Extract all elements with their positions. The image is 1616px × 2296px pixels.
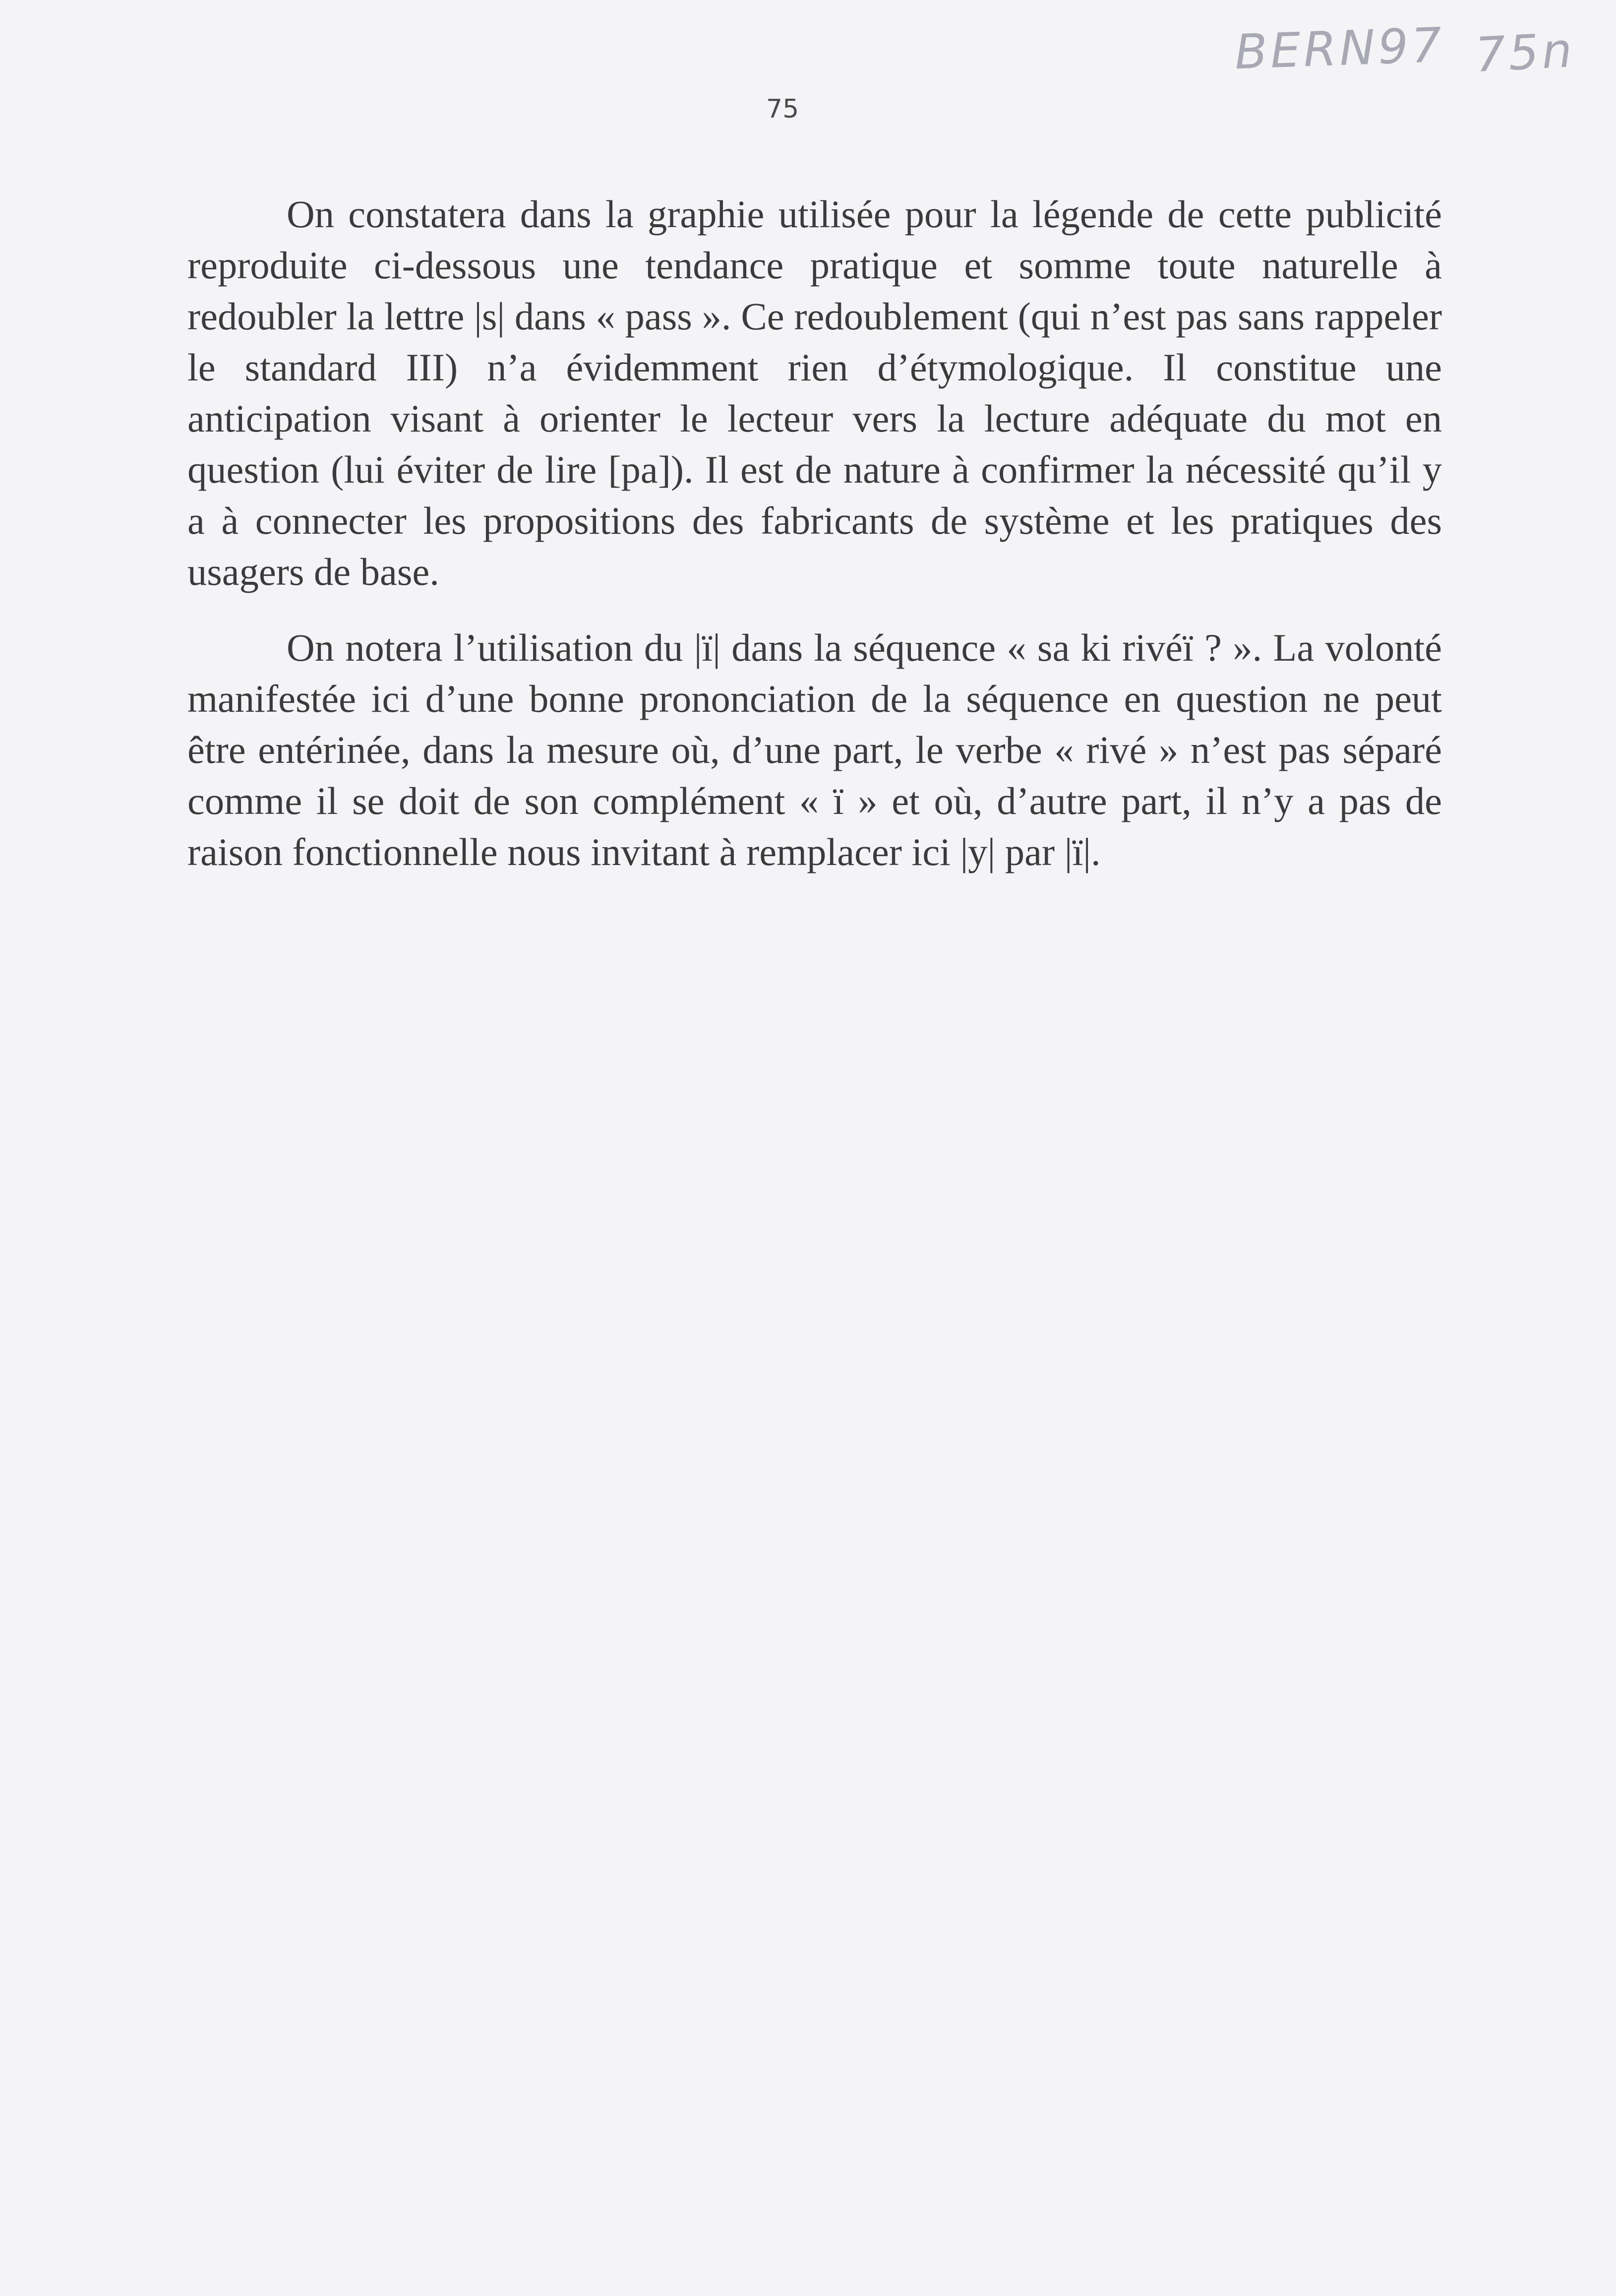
handwritten-folio-number: 75n [1474, 22, 1576, 83]
handwritten-archive-reference: BERN97 [1234, 17, 1446, 80]
paragraph-1: On constatera dans la graphie utilisée pour la légende de cette publicité reproduite ci-dessous une tendance pratique et somme toute naturelle à redoubler la lettre |s| dans « pass ». Ce redoublement (qui n’est pas sans rappeler le standard III) n’a évidemment rien d’étymologique. Il constitue une anticipation visant à orienter le lecteur vers la lecture adéquate du mot en question (lui éviter de lire [pa]). Il est de nature à confirmer la nécessité qu’il y a à connecter les propositions des fabricants de système et les pratiques des usagers de base. [187, 192, 1442, 593]
paragraph-2: On notera l’utilisation du |ï| dans la séquence « sa ki rivéï ? ». La volonté manifestée ici d’une bonne prononciation de la séquence en question ne peut être entérinée, dans la mesure où, d’une part, le verbe « rivé » n’est pas séparé comme il se doit de son complément « ï » et où, d’autre part, il n’y a pas de raison fonctionnelle nous invitant à remplacer ici |y| par |ï|. [187, 626, 1442, 873]
body-text [187, 188, 1442, 902]
page-number: 75 [766, 94, 799, 124]
